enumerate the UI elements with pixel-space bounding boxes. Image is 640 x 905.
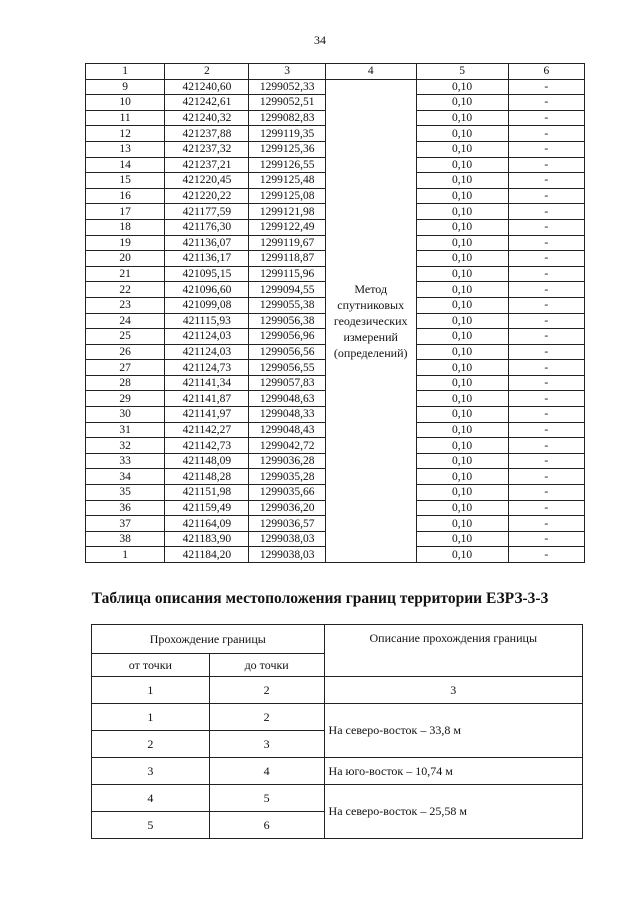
note: -: [508, 297, 584, 313]
y-coordinate: 1299126,55: [249, 157, 325, 173]
note: -: [508, 453, 584, 469]
boundary-description: На юго-восток – 10,74 м: [324, 758, 582, 785]
accuracy: 0,10: [416, 500, 508, 516]
boundary-numbering-row: [92, 677, 583, 704]
note: -: [508, 469, 584, 485]
method-line: спутниковых: [337, 297, 405, 312]
accuracy: 0,10: [416, 485, 508, 501]
y-coordinate: 1299056,96: [249, 329, 325, 345]
to-point: 5: [209, 785, 324, 812]
x-coordinate: 421164,09: [165, 516, 249, 532]
note: -: [508, 360, 584, 376]
to-point: 6: [209, 812, 324, 839]
point-number: 18: [86, 219, 165, 235]
from-point: 2: [92, 731, 210, 758]
note: -: [508, 313, 584, 329]
method-line: геодезических: [333, 313, 408, 328]
method-line: (определений): [333, 345, 408, 360]
note: -: [508, 500, 584, 516]
y-coordinate: 1299118,87: [249, 251, 325, 267]
accuracy: 0,10: [416, 329, 508, 345]
x-coordinate: 421176,30: [165, 219, 249, 235]
point-number: 37: [86, 516, 165, 532]
accuracy: 0,10: [416, 173, 508, 189]
section-title: Таблица описания местоположения границ территории ЕЗРЗ-3-3: [91, 590, 549, 607]
accuracy: 0,10: [416, 391, 508, 407]
note: -: [508, 438, 584, 454]
point-number: 31: [86, 422, 165, 438]
point-number: 23: [86, 297, 165, 313]
method-cell: [325, 79, 416, 562]
column-header: 4: [325, 64, 416, 80]
column-number: 2: [209, 677, 324, 704]
note: -: [508, 485, 584, 501]
note: -: [508, 282, 584, 298]
x-coordinate: 421240,32: [165, 110, 249, 126]
point-number: 25: [86, 329, 165, 345]
point-number: 24: [86, 313, 165, 329]
point-number: 15: [86, 173, 165, 189]
x-coordinate: 421148,09: [165, 453, 249, 469]
from-point: 3: [92, 758, 210, 785]
y-coordinate: 1299125,36: [249, 141, 325, 157]
accuracy: 0,10: [416, 204, 508, 220]
from-point: 5: [92, 812, 210, 839]
note: -: [508, 219, 584, 235]
accuracy: 0,10: [416, 531, 508, 547]
coordinates-row: [86, 79, 585, 95]
point-number: 20: [86, 251, 165, 267]
accuracy: 0,10: [416, 297, 508, 313]
boundary-row: [92, 758, 583, 785]
point-number: 32: [86, 438, 165, 454]
accuracy: 0,10: [416, 110, 508, 126]
coordinates-body: [86, 79, 585, 562]
x-coordinate: 421136,17: [165, 251, 249, 267]
point-number: 16: [86, 188, 165, 204]
coordinates-table: [85, 63, 585, 563]
note: -: [508, 235, 584, 251]
point-number: 19: [86, 235, 165, 251]
y-coordinate: 1299052,33: [249, 79, 325, 95]
accuracy: 0,10: [416, 79, 508, 95]
boundary-row: [92, 785, 583, 812]
y-coordinate: 1299056,55: [249, 360, 325, 376]
y-coordinate: 1299119,67: [249, 235, 325, 251]
x-coordinate: 421151,98: [165, 485, 249, 501]
accuracy: 0,10: [416, 375, 508, 391]
accuracy: 0,10: [416, 516, 508, 532]
accuracy: 0,10: [416, 126, 508, 142]
point-number: 14: [86, 157, 165, 173]
from-point: 1: [92, 704, 210, 731]
y-coordinate: 1299042,72: [249, 438, 325, 454]
y-coordinate: 1299055,38: [249, 297, 325, 313]
accuracy: 0,10: [416, 313, 508, 329]
column-header: 3: [249, 64, 325, 80]
accuracy: 0,10: [416, 344, 508, 360]
y-coordinate: 1299036,57: [249, 516, 325, 532]
accuracy: 0,10: [416, 219, 508, 235]
x-coordinate: 421142,73: [165, 438, 249, 454]
note: -: [508, 266, 584, 282]
note: -: [508, 422, 584, 438]
point-number: 36: [86, 500, 165, 516]
x-coordinate: 421141,97: [165, 407, 249, 423]
x-coordinate: 421177,59: [165, 204, 249, 220]
point-number: 10: [86, 95, 165, 111]
x-coordinate: 421237,32: [165, 141, 249, 157]
accuracy: 0,10: [416, 157, 508, 173]
x-coordinate: 421136,07: [165, 235, 249, 251]
accuracy: 0,10: [416, 360, 508, 376]
x-coordinate: 421159,49: [165, 500, 249, 516]
point-number: 28: [86, 375, 165, 391]
note: -: [508, 173, 584, 189]
accuracy: 0,10: [416, 422, 508, 438]
y-coordinate: 1299038,03: [249, 547, 325, 563]
to-point: 2: [209, 704, 324, 731]
accuracy: 0,10: [416, 282, 508, 298]
x-coordinate: 421220,45: [165, 173, 249, 189]
boundary-description-table: [91, 624, 583, 839]
point-number: 17: [86, 204, 165, 220]
accuracy: 0,10: [416, 547, 508, 563]
y-coordinate: 1299035,66: [249, 485, 325, 501]
x-coordinate: 421237,21: [165, 157, 249, 173]
boundary-description: На северо-восток – 25,58 м: [324, 785, 582, 839]
y-coordinate: 1299038,03: [249, 531, 325, 547]
point-number: 9: [86, 79, 165, 95]
point-number: 30: [86, 407, 165, 423]
note: -: [508, 251, 584, 267]
method-line: Метод: [354, 281, 388, 296]
from-point-header: от точки: [92, 654, 210, 677]
point-number: 33: [86, 453, 165, 469]
note: -: [508, 79, 584, 95]
point-number: 29: [86, 391, 165, 407]
x-coordinate: 421237,88: [165, 126, 249, 142]
boundary-row: [92, 704, 583, 731]
column-header: 2: [165, 64, 249, 80]
accuracy: 0,10: [416, 141, 508, 157]
y-coordinate: 1299035,28: [249, 469, 325, 485]
x-coordinate: 421242,61: [165, 95, 249, 111]
y-coordinate: 1299056,38: [249, 313, 325, 329]
y-coordinate: 1299052,51: [249, 95, 325, 111]
note: -: [508, 391, 584, 407]
x-coordinate: 421183,90: [165, 531, 249, 547]
accuracy: 0,10: [416, 407, 508, 423]
y-coordinate: 1299048,63: [249, 391, 325, 407]
x-coordinate: 421141,87: [165, 391, 249, 407]
boundary-header-row: [92, 625, 583, 654]
x-coordinate: 421124,03: [165, 344, 249, 360]
point-number: 22: [86, 282, 165, 298]
note: -: [508, 407, 584, 423]
accuracy: 0,10: [416, 469, 508, 485]
x-coordinate: 421141,34: [165, 375, 249, 391]
passage-header: Прохождение границы: [92, 625, 325, 654]
to-point-header: до точки: [209, 654, 324, 677]
point-number: 34: [86, 469, 165, 485]
x-coordinate: 421095,15: [165, 266, 249, 282]
page-number: 34: [314, 33, 326, 47]
point-number: 26: [86, 344, 165, 360]
note: -: [508, 126, 584, 142]
point-number: 35: [86, 485, 165, 501]
note: -: [508, 375, 584, 391]
accuracy: 0,10: [416, 235, 508, 251]
x-coordinate: 421099,08: [165, 297, 249, 313]
note: -: [508, 188, 584, 204]
point-number: 13: [86, 141, 165, 157]
column-header: 6: [508, 64, 584, 80]
note: -: [508, 204, 584, 220]
note: -: [508, 157, 584, 173]
y-coordinate: 1299082,83: [249, 110, 325, 126]
point-number: 38: [86, 531, 165, 547]
x-coordinate: 421124,73: [165, 360, 249, 376]
x-coordinate: 421142,27: [165, 422, 249, 438]
accuracy: 0,10: [416, 266, 508, 282]
y-coordinate: 1299121,98: [249, 204, 325, 220]
point-number: 11: [86, 110, 165, 126]
point-number: 1: [86, 547, 165, 563]
y-coordinate: 1299057,83: [249, 375, 325, 391]
y-coordinate: 1299119,35: [249, 126, 325, 142]
to-point: 3: [209, 731, 324, 758]
y-coordinate: 1299036,28: [249, 453, 325, 469]
accuracy: 0,10: [416, 438, 508, 454]
note: -: [508, 516, 584, 532]
note: -: [508, 344, 584, 360]
point-number: 27: [86, 360, 165, 376]
x-coordinate: 421115,93: [165, 313, 249, 329]
accuracy: 0,10: [416, 453, 508, 469]
note: -: [508, 531, 584, 547]
y-coordinate: 1299122,49: [249, 219, 325, 235]
note: -: [508, 110, 584, 126]
y-coordinate: 1299048,33: [249, 407, 325, 423]
x-coordinate: 421220,22: [165, 188, 249, 204]
x-coordinate: 421148,28: [165, 469, 249, 485]
x-coordinate: 421124,03: [165, 329, 249, 345]
y-coordinate: 1299125,48: [249, 173, 325, 189]
column-header: 1: [86, 64, 165, 80]
note: -: [508, 141, 584, 157]
y-coordinate: 1299048,43: [249, 422, 325, 438]
column-number: 3: [324, 677, 582, 704]
description-header: Описание прохождения границы: [324, 625, 582, 677]
point-number: 21: [86, 266, 165, 282]
boundary-description: На северо-восток – 33,8 м: [324, 704, 582, 758]
point-number: 12: [86, 126, 165, 142]
method-line: измерений: [343, 329, 398, 344]
note: -: [508, 329, 584, 345]
to-point: 4: [209, 758, 324, 785]
x-coordinate: 421240,60: [165, 79, 249, 95]
y-coordinate: 1299056,56: [249, 344, 325, 360]
note: -: [508, 95, 584, 111]
accuracy: 0,10: [416, 95, 508, 111]
note: -: [508, 547, 584, 563]
accuracy: 0,10: [416, 188, 508, 204]
coordinates-header-row: [86, 64, 585, 80]
y-coordinate: 1299036,20: [249, 500, 325, 516]
y-coordinate: 1299094,55: [249, 282, 325, 298]
x-coordinate: 421096,60: [165, 282, 249, 298]
column-number: 1: [92, 677, 210, 704]
column-header: 5: [416, 64, 508, 80]
y-coordinate: 1299115,96: [249, 266, 325, 282]
accuracy: 0,10: [416, 251, 508, 267]
y-coordinate: 1299125,08: [249, 188, 325, 204]
from-point: 4: [92, 785, 210, 812]
x-coordinate: 421184,20: [165, 547, 249, 563]
